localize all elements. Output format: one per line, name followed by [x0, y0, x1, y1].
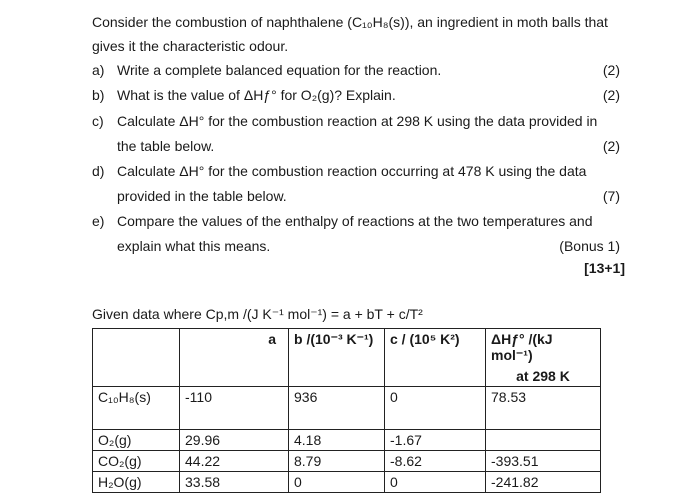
question-e-text-line-2: explain what this means. — [117, 238, 271, 254]
question-b-label: b) — [92, 87, 105, 103]
table-row — [93, 430, 601, 451]
cell-b: 4.18 — [289, 430, 385, 451]
header-dh-label: ΔHƒ° /(kJ mol⁻¹) — [491, 331, 553, 363]
header-species — [93, 329, 180, 387]
question-b-marks: (2) — [602, 87, 620, 103]
table-row — [93, 387, 601, 430]
cell-dh — [486, 430, 601, 451]
question-a-text: Write a complete balanced equation for the reaction. — [117, 62, 442, 78]
header-b: b /(10⁻³ K⁻¹) — [289, 329, 385, 387]
cell-c: 0 — [385, 472, 486, 493]
cell-a: 29.96 — [180, 430, 289, 451]
problem-intro — [92, 10, 608, 58]
cell-c: -8.62 — [385, 451, 486, 472]
question-e-text-line-1: Compare the values of the enthalpy of reactions at the two temperatures and — [117, 213, 593, 229]
given-data-text: Given data where Cp,m /(J K⁻¹ mol⁻¹) = a + bT + c/T² — [92, 306, 423, 322]
question-a-marks: (2) — [602, 62, 620, 78]
cell-species: O₂(g) — [93, 430, 180, 451]
cell-b: 8.79 — [289, 451, 385, 472]
question-d-text-line-1: Calculate ΔH° for the combustion reaction occurring at 478 K using the data — [117, 163, 587, 179]
cell-dh: -393.51 — [486, 451, 601, 472]
header-dh — [486, 329, 601, 387]
cell-species: H₂O(g) — [93, 472, 180, 493]
cell-c: -1.67 — [385, 430, 486, 451]
cell-b: 0 — [289, 472, 385, 493]
question-e-label: e) — [92, 213, 105, 229]
cell-b: 936 — [289, 387, 385, 430]
cell-dh: 78.53 — [486, 387, 601, 430]
table-row — [93, 472, 601, 493]
question-d-marks: (7) — [602, 188, 620, 204]
question-b-text: What is the value of ΔHƒ° for O₂(g)? Explain. — [117, 87, 396, 103]
cell-a: 44.22 — [180, 451, 289, 472]
cell-dh: -241.82 — [486, 472, 601, 493]
table-row — [93, 451, 601, 472]
data-table — [92, 328, 601, 493]
cell-a: 33.58 — [180, 472, 289, 493]
cell-species: CO₂(g) — [93, 451, 180, 472]
total-marks: [13+1] — [584, 260, 625, 276]
question-d-text-line-2: provided in the table below. — [117, 188, 287, 204]
question-c-marks: (2) — [602, 138, 620, 154]
question-c-text-line-2: the table below. — [117, 138, 215, 154]
header-dh-sub: at 298 K — [516, 368, 570, 384]
question-e-marks: (Bonus 1) — [559, 238, 620, 254]
table-header-row — [93, 329, 601, 387]
intro-line-1: Consider the combustion of naphthalene (C₁₀H₈(s)), an ingredient in moth balls that — [92, 14, 608, 30]
question-c-text-line-1: Calculate ΔH° for the combustion reaction at 298 K using the data provided in — [117, 113, 598, 129]
cell-c: 0 — [385, 387, 486, 430]
cell-a: -110 — [180, 387, 289, 430]
header-a: a — [180, 329, 289, 387]
question-a-label: a) — [92, 62, 105, 78]
question-d-label: d) — [92, 163, 105, 179]
question-c-label: c) — [92, 113, 104, 129]
cell-species: C₁₀H₈(s) — [93, 387, 180, 430]
intro-line-2: gives it the characteristic odour. — [92, 38, 289, 54]
header-c: c / (10⁵ K²) — [385, 329, 486, 387]
